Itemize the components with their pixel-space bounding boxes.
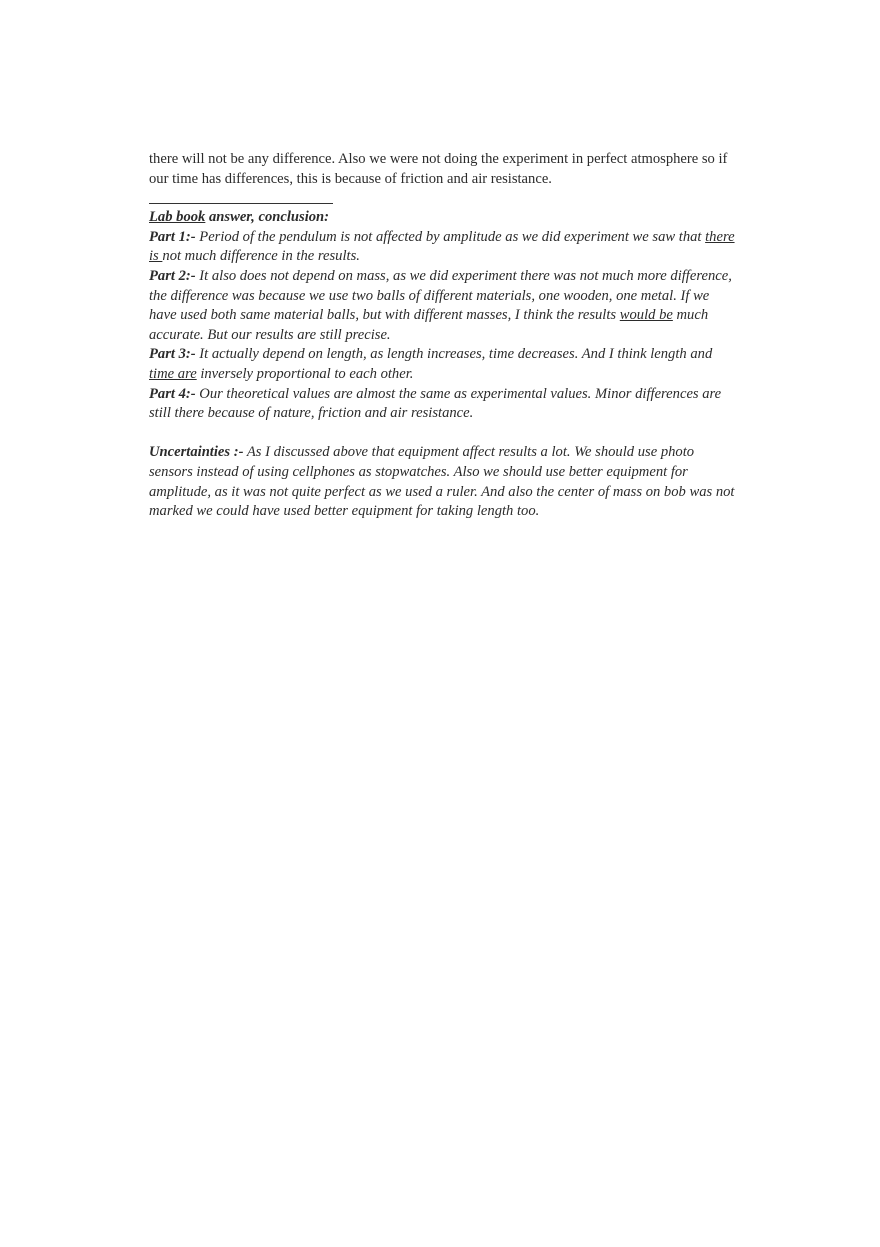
intro-text: there will not be any difference. Also we were not doing the experiment in perfect atmosphere so if our time has differences, this is because of friction and air resistance. [149, 151, 728, 187]
part1-text-b: not much difference in the results. [162, 248, 360, 265]
part3-underlined: time are [149, 365, 197, 382]
part3-label: Part 3:- [149, 346, 196, 363]
part2-paragraph [149, 267, 739, 345]
heading-rest-text: answer, conclusion: [205, 209, 330, 226]
document-page [149, 150, 739, 522]
part3-text-a: It actually depend on length, as length increases, time decreases. And I think length and [195, 346, 713, 363]
part4-paragraph [149, 385, 739, 424]
part1-underlined: there is [149, 228, 735, 265]
part2-text-a: It also does not depend on mass, as we did experiment there was not much more difference, the difference was because we use two balls of different materials, one wooden, one metal. If we have used both same material balls, but with different masses, I think the results [149, 267, 732, 324]
part2-label: Part 2:- [149, 267, 196, 284]
part2-underlined: would be [619, 307, 673, 324]
uncertainties-label: Uncertainties :- [149, 444, 244, 461]
part1-label: Part 1:- [149, 228, 196, 245]
part4-text-a: Our theoretical values are almost the same as experimental values. Minor differences are still there because of nature, friction and air resistance. [149, 385, 722, 422]
conclusion-heading [149, 208, 739, 228]
heading-underlined-text: Lab book [149, 209, 206, 226]
part2-text-b: much accurate. But our results are still precise. [149, 307, 709, 343]
intro-paragraph [149, 150, 739, 189]
part1-text-a: Period of the pendulum is not affected by amplitude as we did experiment we saw that [195, 228, 706, 245]
uncertainties-paragraph [149, 443, 739, 521]
part3-text-b: inversely proportional to each other. [196, 365, 414, 382]
paragraph-gap [149, 424, 739, 444]
uncertainties-text: As I discussed above that equipment affect results a lot. We should use photo sensors instead of using cellphones as stopwatches. Also we should use better equipment for amplitude, as it was not quite perfect as we used a ruler. And also the center of mass on bob was not marked we could have used better equipment for taking length too. [149, 444, 735, 520]
part3-paragraph [149, 345, 739, 384]
section-divider [149, 203, 333, 204]
part4-label: Part 4:- [149, 385, 196, 402]
part1-paragraph [149, 228, 739, 267]
